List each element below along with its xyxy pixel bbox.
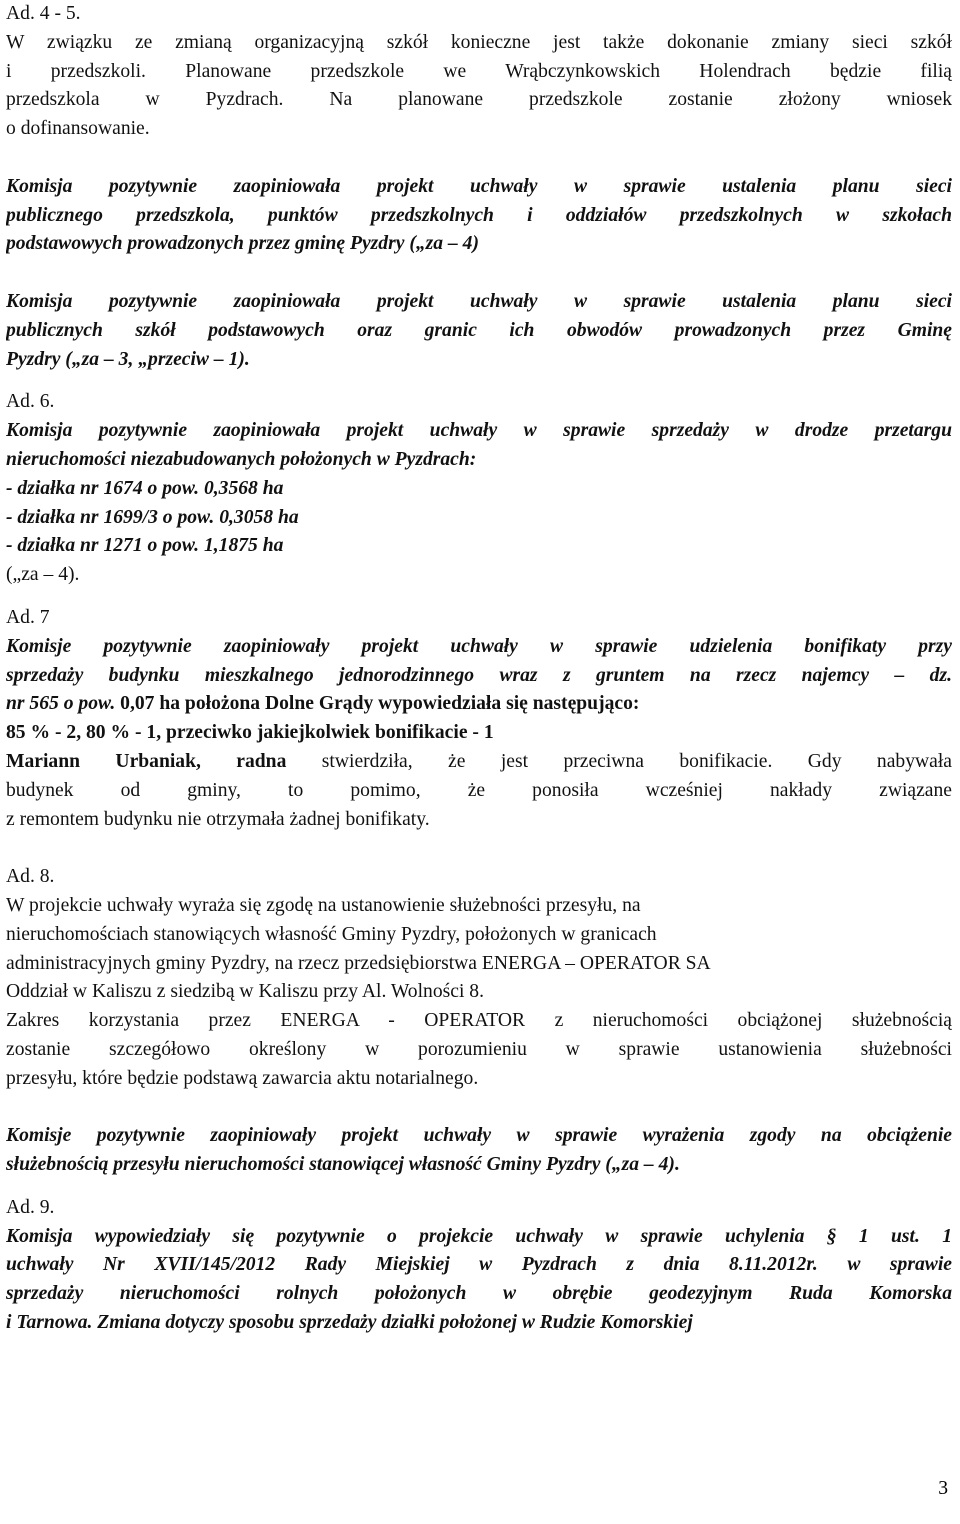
paragraph-line: przesyłu, które będzie podstawą zawarcia aktu notarialnego.	[6, 1067, 479, 1089]
text-run: 0,07 ha położona Dolne Grądy wypowiedziała się następująco:	[120, 693, 640, 715]
section-ad-7	[6, 604, 952, 834]
paragraph-line: sprzedaży nieruchomości rolnych położonych w obrębie geodezyjnym Ruda Komorska	[6, 1283, 952, 1305]
paragraph-line: Komisja pozytywnie zaopiniowała projekt uchwały w sprawie ustalenia planu sieci	[6, 175, 952, 197]
paragraph-line: Komisja pozytywnie zaopiniowała projekt uchwały w sprawie ustalenia planu sieci	[6, 290, 952, 312]
opinion-school-network	[6, 288, 952, 374]
section-heading: Ad. 9.	[6, 1196, 55, 1218]
paragraph-line: nieruchomości niezabudowanych położonych w Pyzdrach:	[6, 448, 477, 470]
paragraph-line: 85 % - 2, 80 % - 1, przeciwko jakiejkolwiek bonifikacie - 1	[6, 722, 494, 744]
text-run: nr 565 o pow.	[6, 693, 116, 715]
section-heading: Ad. 7	[6, 606, 50, 628]
speaker-name: Mariann Urbaniak, radna	[6, 750, 287, 772]
paragraph-line: zostanie szczegółowo określony w porozumieniu w sprawie ustanowienia służebności	[6, 1038, 952, 1060]
section-ad-8	[6, 863, 952, 1093]
opinion-easement	[6, 1122, 952, 1180]
paragraph-line: publicznego przedszkola, punktów przedszkolnych i oddziałów przedszkolnych w szkołach	[6, 204, 952, 226]
paragraph-line: służebnością przesyłu nieruchomości stanowiącej własność Gminy Pyzdry („za – 4).	[6, 1154, 680, 1176]
paragraph-line: publicznych szkół podstawowych oraz granic ich obwodów prowadzonych przez Gminę	[6, 319, 952, 341]
plot-item: - działka nr 1674 o pow. 0,3568 ha	[6, 477, 284, 499]
paragraph-line: i przedszkoli. Planowane przedszkole we Wrąbczynkowskich Holendrach będzie filią	[6, 60, 952, 82]
section-ad-6	[6, 388, 952, 590]
text-run: stwierdziła, że jest przeciwna bonifikacie. Gdy nabywała	[321, 750, 952, 772]
paragraph-line: i Tarnowa. Zmiana dotyczy sposobu sprzedaży działki położonej w Rudzie Komorskiej	[6, 1312, 693, 1334]
paragraph-line	[6, 748, 952, 777]
paragraph-line: podstawowych prowadzonych przez gminę Pyzdry („za – 4)	[6, 233, 479, 255]
vote-result: („za – 4).	[6, 564, 80, 586]
paragraph-line: z remontem budynku nie otrzymała żadnej bonifikaty.	[6, 808, 430, 830]
paragraph-line: Oddział w Kaliszu z siedzibą w Kaliszu przy Al. Wolności 8.	[6, 981, 484, 1003]
section-heading: Ad. 6.	[6, 391, 55, 413]
paragraph-line: przedszkola w Pyzdrach. Na planowane przedszkole zostanie złożony wniosek	[6, 89, 952, 111]
paragraph-line: Komisja wypowiedziały się pozytywnie o projekcie uchwały w sprawie uchylenia § 1 ust. 1	[6, 1225, 952, 1247]
paragraph-line: Komisje pozytywnie zaopiniowały projekt uchwały w sprawie wyrażenia zgody na obciążenie	[6, 1125, 952, 1147]
paragraph-line: Komisja pozytywnie zaopiniowała projekt uchwały w sprawie sprzedaży w drodze przetargu	[6, 420, 952, 442]
paragraph-line: Zakres korzystania przez ENERGA - OPERATOR z nieruchomości obciążonej służebnością	[6, 1010, 952, 1032]
paragraph-line: W projekcie uchwały wyraża się zgodę na ustanowienie służebności przesyłu, na	[6, 894, 641, 916]
section-ad-4-5	[6, 0, 952, 144]
paragraph-line: Komisje pozytywnie zaopiniowały projekt uchwały w sprawie udzielenia bonifikaty przy	[6, 635, 952, 657]
paragraph-line	[6, 690, 952, 719]
opinion-preschool-network	[6, 173, 952, 259]
paragraph-line: sprzedaży budynku mieszkalnego jednorodzinnego wraz z gruntem na rzecz najemcy – dz.	[6, 664, 952, 686]
paragraph-line: uchwały Nr XVII/145/2012 Rady Miejskiej w Pyzdrach z dnia 8.11.2012r. w sprawie	[6, 1254, 952, 1276]
paragraph-line: budynek od gminy, to pomimo, że ponosiła wcześniej nakłady związane	[6, 779, 952, 801]
plot-item: - działka nr 1271 o pow. 1,1875 ha	[6, 535, 284, 557]
paragraph-line: o dofinansowanie.	[6, 118, 150, 140]
plot-item: - działka nr 1699/3 o pow. 0,3058 ha	[6, 506, 299, 528]
section-ad-9	[6, 1194, 952, 1338]
section-heading: Ad. 8.	[6, 866, 55, 888]
page-number: 3	[938, 1478, 948, 1499]
paragraph-line: administracyjnych gminy Pyzdry, na rzecz przedsiębiorstwa ENERGA – OPERATOR SA	[6, 952, 711, 974]
paragraph-line: Pyzdry („za – 3, „przeciw – 1).	[6, 348, 250, 370]
paragraph-line: nieruchomościach stanowiących własność Gminy Pyzdry, położonych w granicach	[6, 923, 657, 945]
paragraph-line: W związku ze zmianą organizacyjną szkół konieczne jest także dokonanie zmiany sieci szkół	[6, 31, 952, 53]
section-heading: Ad. 4 - 5.	[6, 3, 81, 24]
